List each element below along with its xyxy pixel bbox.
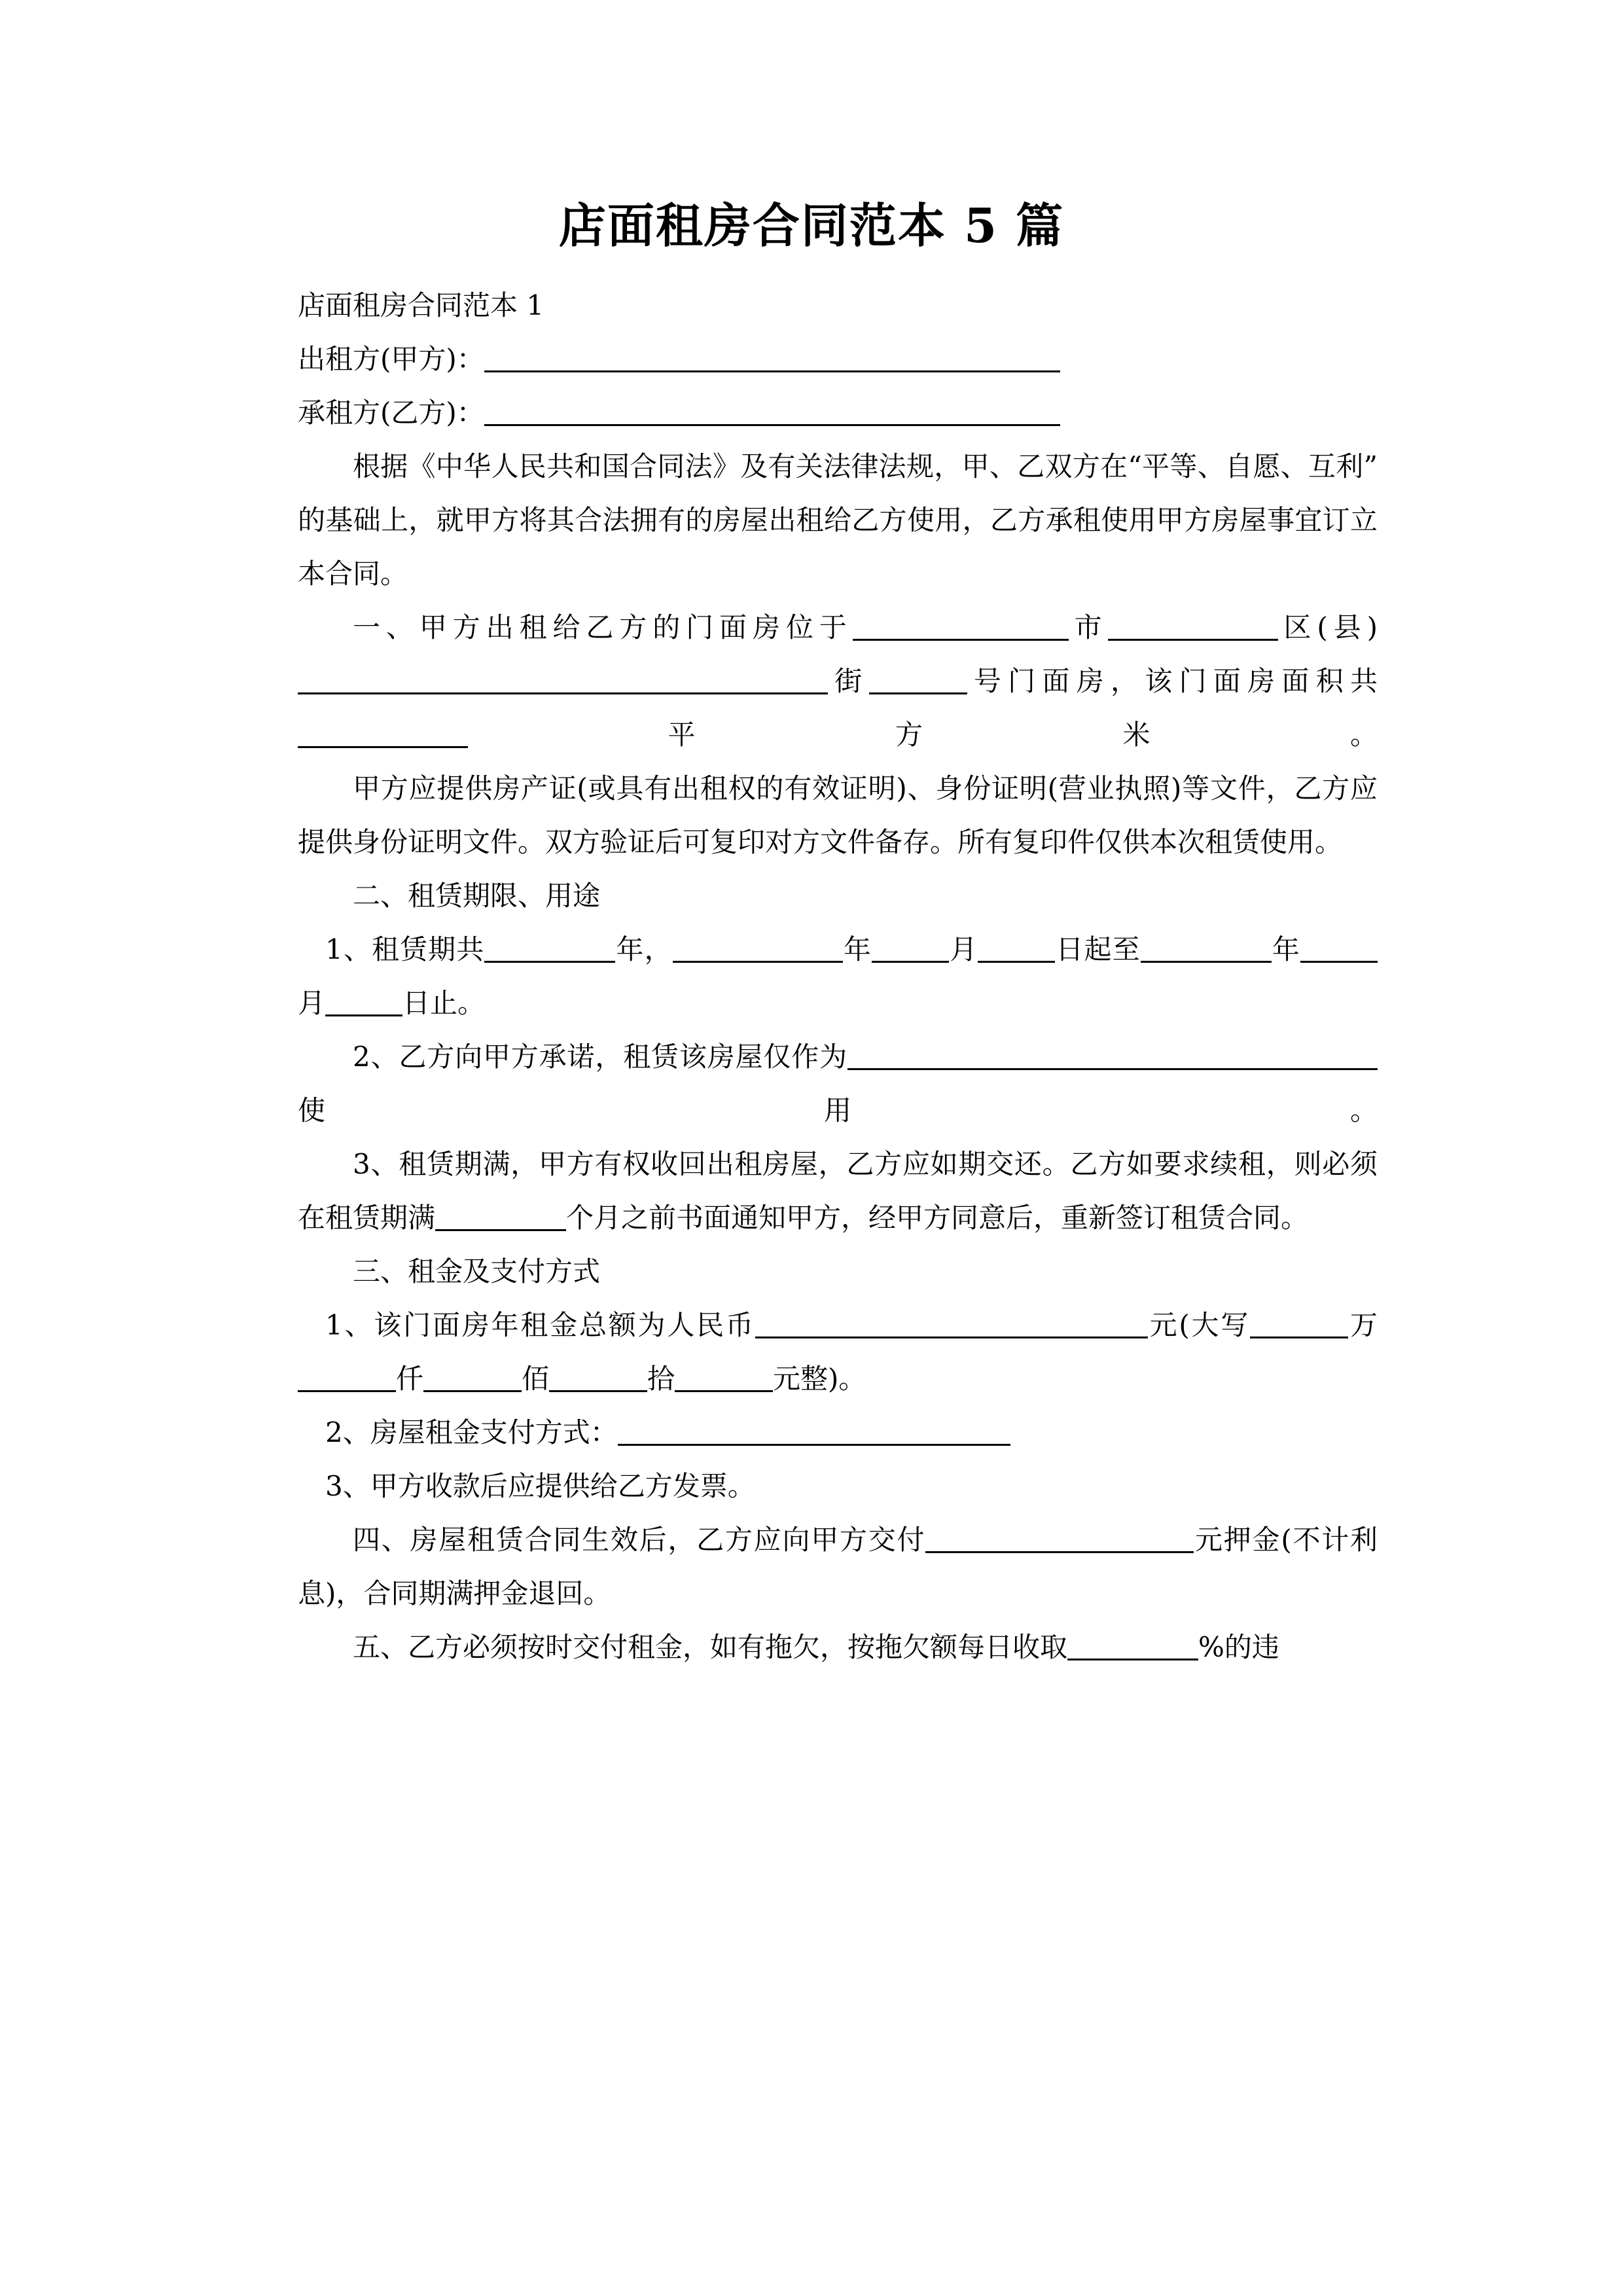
clause-1-text-a: 一、甲方出租给乙方的门面房位于 <box>353 611 853 643</box>
end-day-blank[interactable] <box>325 984 402 1016</box>
clause-2-item-3 <box>298 1138 1378 1245</box>
clause-3-1-text-d: 仟 <box>396 1363 424 1395</box>
clause-5-text-a: 五、乙方必须按时交付租金，如有拖欠，按拖欠额每日收取 <box>353 1631 1068 1663</box>
rent-qian-blank[interactable] <box>298 1360 396 1392</box>
clause-1-text-b: 市 <box>1068 611 1108 643</box>
end-year-blank[interactable] <box>1141 931 1272 963</box>
lessee-blank[interactable] <box>484 394 1060 426</box>
clause-3-1-text-b: 元(大写 <box>1147 1309 1251 1341</box>
clause-2-1-text-b: 年， <box>615 933 673 965</box>
clause-2-2-text-b: 使用。 <box>298 1094 1378 1126</box>
clause-1-text-e: 号门面房，该门面房面积共 <box>967 665 1378 697</box>
clause-1-number-blank[interactable] <box>869 662 967 694</box>
rent-wan-blank[interactable] <box>1250 1306 1348 1338</box>
clause-2-1-text-c: 年 <box>842 933 872 965</box>
clause-3-1-text-c: 万 <box>1348 1309 1378 1341</box>
annual-rent-blank[interactable] <box>755 1306 1148 1338</box>
document-subtitle: 店面租房合同范本 1 <box>298 289 544 321</box>
lease-years-blank[interactable] <box>484 931 615 963</box>
clause-3-1-text-a: 1、该门面房年租金总额为人民币 <box>325 1309 755 1341</box>
clause-3-item-3: 3、甲方收款后应提供给乙方发票。 <box>325 1470 755 1502</box>
clause-4-text-a: 四、房屋租赁合同生效后，乙方应向甲方交付 <box>353 1524 926 1556</box>
start-year-blank[interactable] <box>673 931 843 963</box>
clause-2-3-text-a: 3、租赁期满，甲方有权收回出租房屋，乙方应如期交还。乙方如要求续租，则必须在租赁期满 <box>298 1148 1378 1234</box>
clause-4 <box>298 1513 1378 1621</box>
clause-3-1-text-e: 佰 <box>522 1363 550 1395</box>
lessor-label: 出租方(甲方)： <box>298 343 484 375</box>
clause-3-item-1 <box>298 1299 1378 1406</box>
preamble-paragraph: 根据《中华人民共和国合同法》及有关法律法规，甲、乙双方在“平等、自愿、互利”的基础上，就甲方将其合法拥有的房屋出租给乙方使用，乙方承租使用甲方房屋事宜订立本合同。 <box>298 450 1378 590</box>
clause-1-city-blank[interactable] <box>853 609 1069 641</box>
lessor-blank[interactable] <box>484 340 1060 372</box>
lessee-row <box>298 386 1378 440</box>
clause-4-text-b: 元押金(不计利息)，合同期满押金退回。 <box>298 1524 1378 1609</box>
clause-2-1-text-e: 日起至 <box>1055 933 1141 965</box>
clause-2-2-text-a: 2、乙方向甲方承诺，租赁该房屋仅作为 <box>353 1041 847 1073</box>
clause-3-2-label: 2、房屋租金支付方式： <box>325 1416 618 1448</box>
clause-3-1-text-f: 拾 <box>647 1363 675 1395</box>
clause-1-text-c: 区(县) <box>1277 611 1378 643</box>
clause-2-1-text-f: 年 <box>1271 933 1300 965</box>
end-month-blank[interactable] <box>1300 931 1378 963</box>
start-day-blank[interactable] <box>978 931 1055 963</box>
document-body <box>298 279 1378 1674</box>
clause-1-district-blank[interactable] <box>1108 609 1278 641</box>
clause-1-text-f: 平方米。 <box>468 719 1378 751</box>
clause-2-1-text-h: 日止。 <box>402 987 486 1019</box>
clause-2-1-text-g: 月 <box>298 987 326 1019</box>
clause-3-heading: 三、租金及支付方式 <box>353 1255 601 1287</box>
clause-2-heading: 二、租赁期限、用途 <box>353 880 601 912</box>
clause-5-text-b: %的违 <box>1198 1631 1279 1663</box>
clause-1-text-d: 街 <box>828 665 869 697</box>
start-month-blank[interactable] <box>872 931 949 963</box>
clause-1 <box>298 601 1378 762</box>
clause-2-item-1 <box>298 923 1378 1030</box>
rent-bai-blank[interactable] <box>423 1360 522 1392</box>
clause-2-1-text-d: 月 <box>949 933 978 965</box>
clause-2-item-2 <box>298 1030 1378 1138</box>
clause-2-1-text-a: 1、租赁期共 <box>325 933 485 965</box>
penalty-rate-blank[interactable] <box>1067 1628 1198 1660</box>
clause-1-street-blank[interactable] <box>298 662 828 694</box>
clause-5 <box>298 1621 1378 1674</box>
lessee-label: 承租方(乙方)： <box>298 397 484 429</box>
payment-method-blank[interactable] <box>618 1414 1010 1446</box>
clause-2-3-text-b: 个月之前书面通知甲方，经甲方同意后，重新签订租赁合同。 <box>566 1202 1309 1234</box>
renew-notice-months-blank[interactable] <box>435 1199 566 1231</box>
page-title: 店面租房合同范本 5 篇 <box>558 198 1065 253</box>
rent-shi-blank[interactable] <box>549 1360 647 1392</box>
clause-1-note: 甲方应提供房产证(或具有出租权的有效证明)、身份证明(营业执照)等文件，乙方应提供身份证明文件。双方验证后可复印对方文件备存。所有复印件仅供本次租赁使用。 <box>298 772 1378 858</box>
clause-3-item-2 <box>298 1406 1378 1460</box>
clause-3-1-text-g: 元整)。 <box>773 1363 866 1395</box>
lessor-row <box>298 332 1378 386</box>
usage-purpose-blank[interactable] <box>847 1038 1378 1070</box>
clause-1-area-blank[interactable] <box>298 716 468 748</box>
rent-yuan-blank[interactable] <box>675 1360 773 1392</box>
deposit-amount-blank[interactable] <box>925 1521 1194 1553</box>
